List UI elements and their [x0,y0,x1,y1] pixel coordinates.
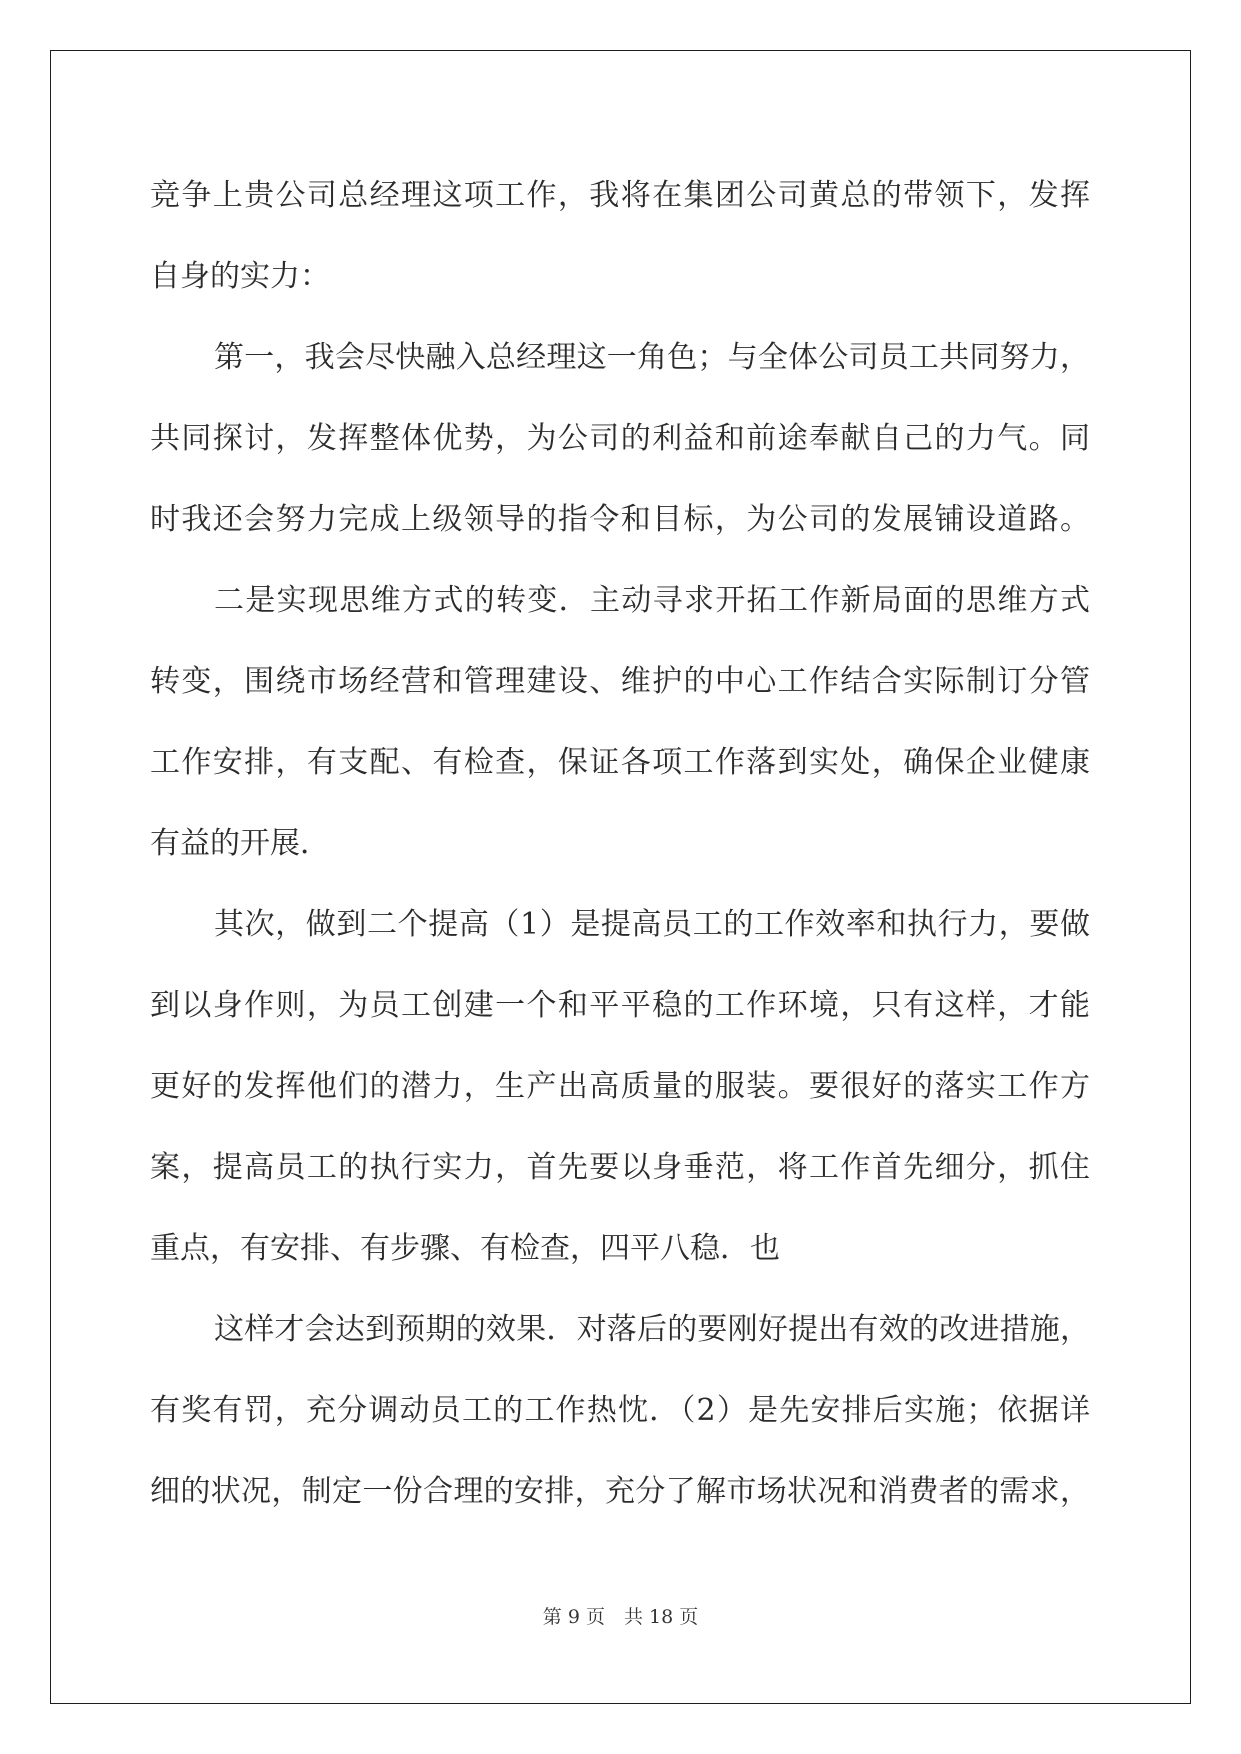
text-line: 更好的发挥他们的潜力，生产出高质量的服装。要很好的落实工作方 [150,1069,1090,1104]
text-line: 工作安排，有支配、有检查，保证各项工作落到实处，确保企业健康 [150,745,1090,780]
text-line: 其次，做到二个提高（1）是提高员工的工作效率和执行力，要做 [214,907,1090,942]
text-line: 自身的实力： [150,259,330,294]
text-line: 到以身作则，为员工创建一个和平平稳的工作环境，只有这样，才能 [150,988,1090,1023]
text-line: 重点，有安排、有步骤、有检查，四平八稳．也 [150,1231,780,1266]
document-body [150,155,1090,1532]
text-line: 竞争上贵公司总经理这项工作，我将在集团公司黄总的带领下，发挥 [150,178,1090,213]
text-line: 案，提高员工的执行实力，首先要以身垂范，将工作首先细分，抓住 [150,1150,1090,1185]
text-line: 转变，围绕市场经营和管理建设、维护的中心工作结合实际制订分管 [150,664,1090,699]
text-line: 第一，我会尽快融入总经理这一角色；与全体公司员工共同努力， [214,340,1090,375]
text-line: 有益的开展． [150,826,330,861]
text-line: 细的状况，制定一份合理的安排，充分了解市场状况和消费者的需求， [150,1474,1090,1509]
text-line: 二是实现思维方式的转变．主动寻求开拓工作新局面的思维方式 [214,583,1090,618]
text-line: 这样才会达到预期的效果．对落后的要刚好提出有效的改进措施， [214,1312,1090,1347]
text-line: 有奖有罚，充分调动员工的工作热忱．（2）是先安排后实施；依据详 [150,1393,1090,1428]
text-line: 共同探讨，发挥整体优势，为公司的利益和前途奉献自己的力气。同 [150,421,1090,456]
text-line: 时我还会努力完成上级领导的指令和目标，为公司的发展铺设道路。 [150,502,1090,537]
page-number-footer: 第 9 页 共 18 页 [542,1606,699,1628]
